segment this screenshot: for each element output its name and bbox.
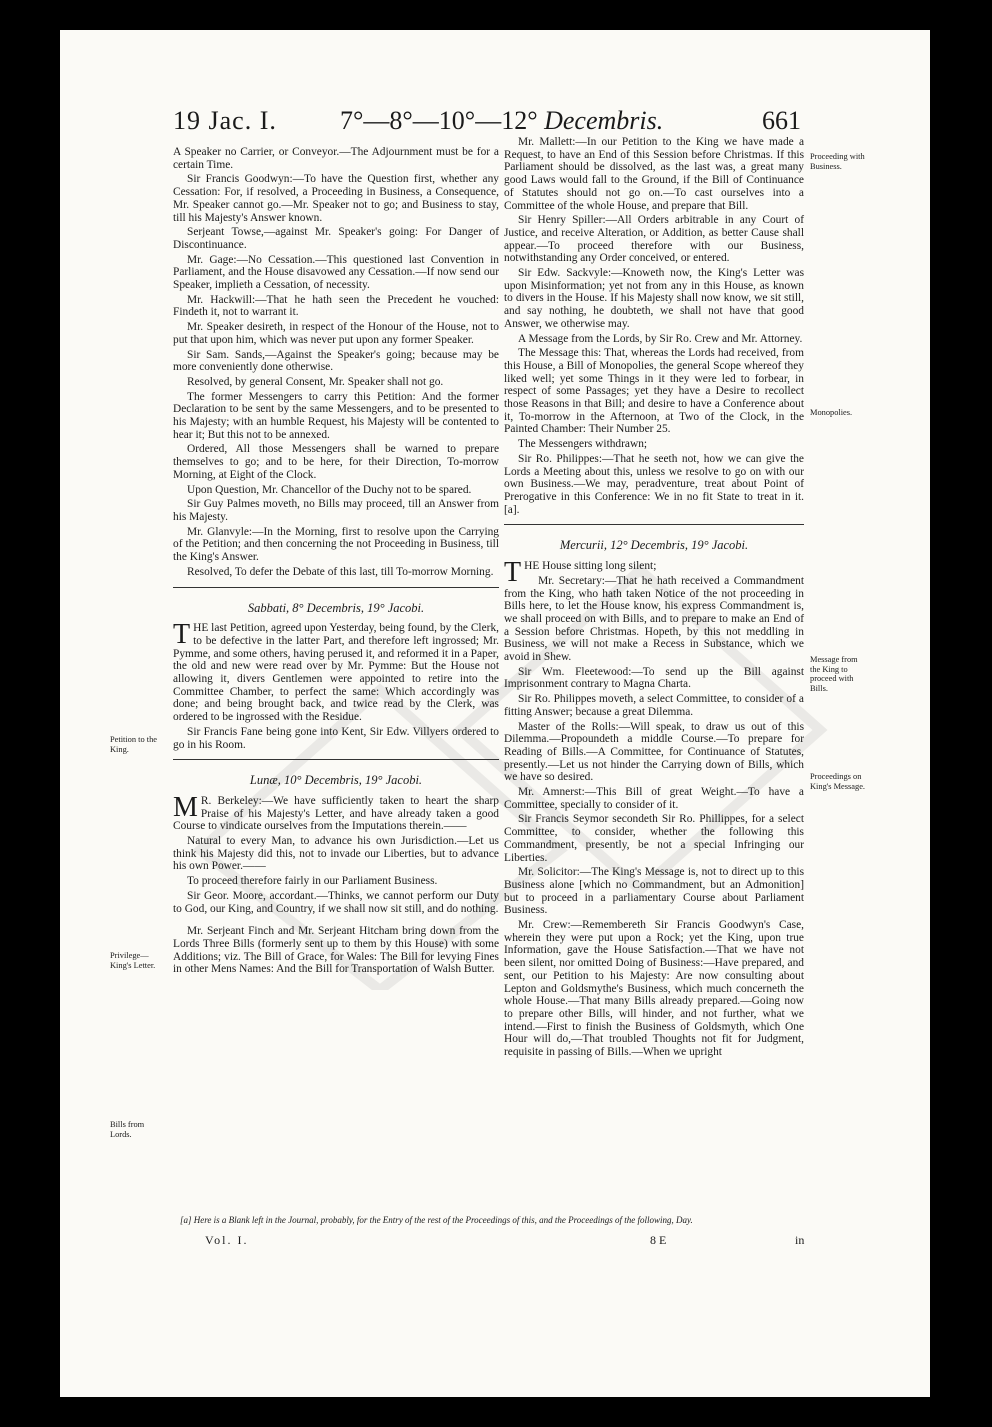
paragraph: Mr. Mallett:—In our Petition to the King we have made a Request, to have an End of this Session before Christmas. If this Parliament should be dissolved, as the last was, a great many good Laws would fall to the Ground, if the Bill of Continuance of Statutes should not go on.—To cast ourselves into a Committee of the whole House, and prepare that Bill. (504, 136, 804, 212)
paragraph: A Message from the Lords, by Sir Ro. Crew and Mr. Attorney. (518, 332, 803, 345)
catchword: in (795, 1233, 805, 1247)
paragraph: Resolved, by general Consent, Mr. Speaker shall not go. (187, 375, 444, 388)
margin-note-privilege: Privilege— King's Letter. (110, 951, 156, 970)
paragraph: Ordered, All those Messengers shall be warned to prepare themselves to go; and to be here, for their Direction, To-morrow Morning, at Eight of the Clock. (173, 443, 499, 481)
paragraph: Mr. Hackwill:—That he hath seen the Precedent he vouched: Findeth it, not to warrant it. (173, 293, 499, 319)
paragraph (173, 619, 499, 724)
paragraph: Mr. Secretary:—That he hath received a Commandment from the King, who hath taken Notice of the not proceeding in Bills here, to let the House know, his express Commandment is, we shall proceed on with Bills, and to prepare to make an End of a Session before Christmas. Hopeth, by this not meddling in Business, we will not make a Recess in Substance, which we avoid in Shew. (504, 574, 804, 664)
paragraph (173, 791, 499, 833)
paragraph: The Message this: That, whereas the Lords had received, from this House, a Bill of Monopolies, the general Scope whereof they liked well; yet some Things in it they were led to forbear, in respect of some Passages; yet they have a Desire to recollect those Reasons in that Bill; and desire to have a Conference about it, To-morrow in the Afternoon, at Two of the Clock, in the Painted Chamber: Their Number 25. (504, 347, 804, 436)
paragraph: Natural to every Man, to advance his own Jurisdiction.—Let us think his Majesty did this, not to invade our Liberties, but to advance his own Power.—— (173, 835, 499, 873)
margin-note-bills: Bills from Lords. (110, 1120, 145, 1139)
paragraph: Resolved, To defer the Debate of this last, till To-morrow Morning. (187, 565, 494, 578)
section-divider (504, 524, 804, 525)
paragraph: Sir Ro. Philippes moveth, a select Committee, to consider of a fitting Answer; because a great Dilemma. (504, 693, 804, 718)
right-column (504, 136, 804, 1061)
section-divider (173, 587, 499, 588)
margin-note-monopolies: Monopolies. (810, 408, 853, 417)
section-heading-sabbati: Sabbati, 8° Decembris, 19° Jacobi. (247, 600, 425, 615)
signature-mark: 8 E (650, 1233, 667, 1247)
paragraph: Sir Ro. Philippes:—That he seeth not, how we can give the Lords a Meeting about this, unless we resolve to go on with our own Business.—We may, peradventure, treat about Point of Prerogative in this Conference: We in no fit State to treat in it. [a]. (504, 452, 804, 516)
section-divider (173, 759, 499, 760)
paragraph: Sir Francis Goodwyn:—To have the Question first, whether any Cessation: For, if resolved, a Proceeding in Business, a Consequence, Mr. Speaker cannot go.—Mr. Speaker not to go; and Business to stay, till his Majesty's Answer known. (173, 173, 499, 224)
paragraph: Mr. Crew:—Remembereth Sir Francis Goodwyn's Case, wherein they were put upon a Rock; yet the King, upon true Information, gave the House Satisfaction.—That we have not been silent, nor omitted Doing of Business:—Have prepared, and sent, our Petition to his Majesty: Are now consulting about Lepton and Goldsmythe's Business, which much concerneth the whole House.—That many Bills already prepared.—Going now to prepare other Bills, will hinder, and not further, what we intend.—First to finish the Business of Goldsmyth, which One Hour will do,—That troubled Thoughts not fit for Judgment, requisite in passing of Bills.—When we upright (504, 919, 804, 1059)
drop-cap: T (173, 619, 191, 651)
header-dates (340, 106, 663, 136)
paragraph: Serjeant Towse,—against Mr. Speaker's going: For Danger of Discontinuance. (173, 226, 499, 251)
paragraph: Sir Edw. Sackvyle:—Knoweth now, the King's Letter was upon Misinformation; yet not from any in this House, as known to divers in the House. If his Majesty shall now know, we sit still, and say nothing, he doubteth, we shall not have that good Answer, we otherwise may. (504, 267, 804, 330)
section-heading-lunae: Lunæ, 10° Decembris, 19° Jacobi. (249, 773, 423, 788)
paragraph: Master of the Rolls:—Will speak, to draw us out of this Dilemma.—Propoundeth a middle Course.—To prepare for Reading of Bills.—A Committee, for Continuance of Statutes, presently.—Let us not hinder the Carrying down of Bills, which we have so desired. (504, 720, 804, 784)
paragraph: Upon Question, Mr. Chancellor of the Duchy not to be spared. (187, 483, 472, 496)
paragraph: The former Messengers to carry this Petition: And the former Declaration to be sent by the same Messengers, and to be presented to his Majesty; with an humble Request, his Majesty will be contented to hear it; But this not to be annexed. (173, 390, 499, 441)
paragraph: Mr. Solicitor:—The King's Message is, not to direct up to this Business alone [which no Commandment, but an Admonition] but to proceed in a parliamentary Course about Parliament Business. (504, 866, 804, 917)
footnote: [a] Here is a Blank left in the Journal, probably, for the Entry of the rest of the Proceedings of this, and the Proceedings of the following, Day. (180, 1215, 693, 1225)
paragraph-text: R. Berkeley:—We have sufficiently taken to heart the sharp Praise of his Majesty's Letter, and have already taken a good Course to vindicate ourselves from the Imputations therein.—— (173, 794, 499, 833)
margin-note-proceedings-message: Proceedings on King's Message. (810, 772, 866, 791)
margin-note-message: Message from the King to proceed with Bills. (810, 655, 858, 693)
header-regnal-year: 19 Jac. I. (173, 106, 277, 135)
paragraph: Sir Sam. Sands,—Against the Speaker's going; because may be more conveniently done otherwise. (173, 348, 499, 374)
paragraph: A Speaker no Carrier, or Conveyor.—The Adjournment must be for a certain Time. (173, 146, 499, 171)
header-month: Decembris. (544, 106, 664, 135)
paragraph (504, 557, 804, 589)
paragraph: Mr. Glanvyle:—In the Morning, first to resolve upon the Carrying of the Petition; and then concerning the not Proceeding in Business, till the King's Answer. (173, 525, 499, 564)
section-heading-mercurii: Mercurii, 12° Decembris, 19° Jacobi. (559, 538, 749, 553)
margin-note-proceeding: Proceeding with Business. (810, 152, 865, 171)
paragraph: Sir Henry Spiller:—All Orders arbitrable in any Court of Justice, and receive Alteration, or Addition, as better Cause shall appear.—To proceed therefore with our Business, notwithstanding any Order conceived, or entered. (504, 214, 804, 265)
volume-label: Vol. I. (205, 1233, 249, 1247)
margin-note-petition: Petition to the King. (110, 735, 157, 754)
paragraph: Sir Wm. Fleetewood:—To send up the Bill against Imprisonment contrary to Magna Charta. (504, 665, 804, 691)
paragraph: Sir Francis Seymor secondeth Sir Ro. Phillippes, for a select Committee, to consider, whether the following this Commandment, presently, be not a special Infringing our Liberties. (504, 813, 804, 864)
paragraph-text: HE last Petition, agreed upon Yesterday, being found, by the Clerk, to be defective in the latter Part, and therefore left ingrossed; Mr. Pymme, and some others, having perused it, and reformed it in a Paper, the old and new were read over by Mr. Pymme: But the House not allowing it, divers Gentlemen were appointed to retire into the Committee Chamber, to perfect the same: Which accordingly was done; and being brought back, and twice read by the Clerk, was ordered to be ingrossed with the Residue. (173, 622, 499, 724)
paragraph: Mr. Gage:—No Cessation.—This questioned last Convention in Parliament, and the House disavowed any Cessation.—If now send our Speaker, implieth a Cessation, of necessity. (173, 253, 499, 292)
paragraph: Mr. Serjeant Finch and Mr. Serjeant Hitcham bring down from the Lords Three Bills (formerly sent up to them by this House) with some Additions; viz. The Bill of Grace, for Wales: The Bill for levying Fines in other Mens Names: And the Bill for Transportation of Walsh Butter. (173, 925, 499, 976)
page-number: 661 (762, 106, 801, 135)
paragraph: The Messengers withdrawn; (518, 438, 648, 451)
paragraph: To proceed therefore fairly in our Parliament Business. (187, 875, 438, 888)
paragraph: Mr. Speaker desireth, in respect of the Honour of the House, not to put that upon him, which was never put upon any former Speaker. (173, 321, 499, 346)
paragraph: Mr. Amnerst:—This Bill of great Weight.—To have a Committee, specially to consider of it. (504, 786, 804, 811)
drop-cap: M (173, 791, 198, 823)
paragraph: Sir Francis Fane being gone into Kent, Sir Edw. Villyers ordered to go in his Room. (173, 725, 499, 751)
drop-cap: T (504, 557, 522, 589)
left-column (173, 146, 499, 978)
journal-page (60, 30, 930, 1397)
header-date-numbers: 7°—8°—10°—12° (340, 106, 538, 135)
paragraph-text: HE House sitting long silent; (524, 560, 657, 573)
paragraph: Sir Geor. Moore, accordant.—Thinks, we cannot perform our Duty to God, our King, and Country, if we shall now sit still, and do nothing. (173, 889, 499, 915)
paragraph: Sir Guy Palmes moveth, no Bills may proceed, till an Answer from his Majesty. (173, 498, 499, 523)
